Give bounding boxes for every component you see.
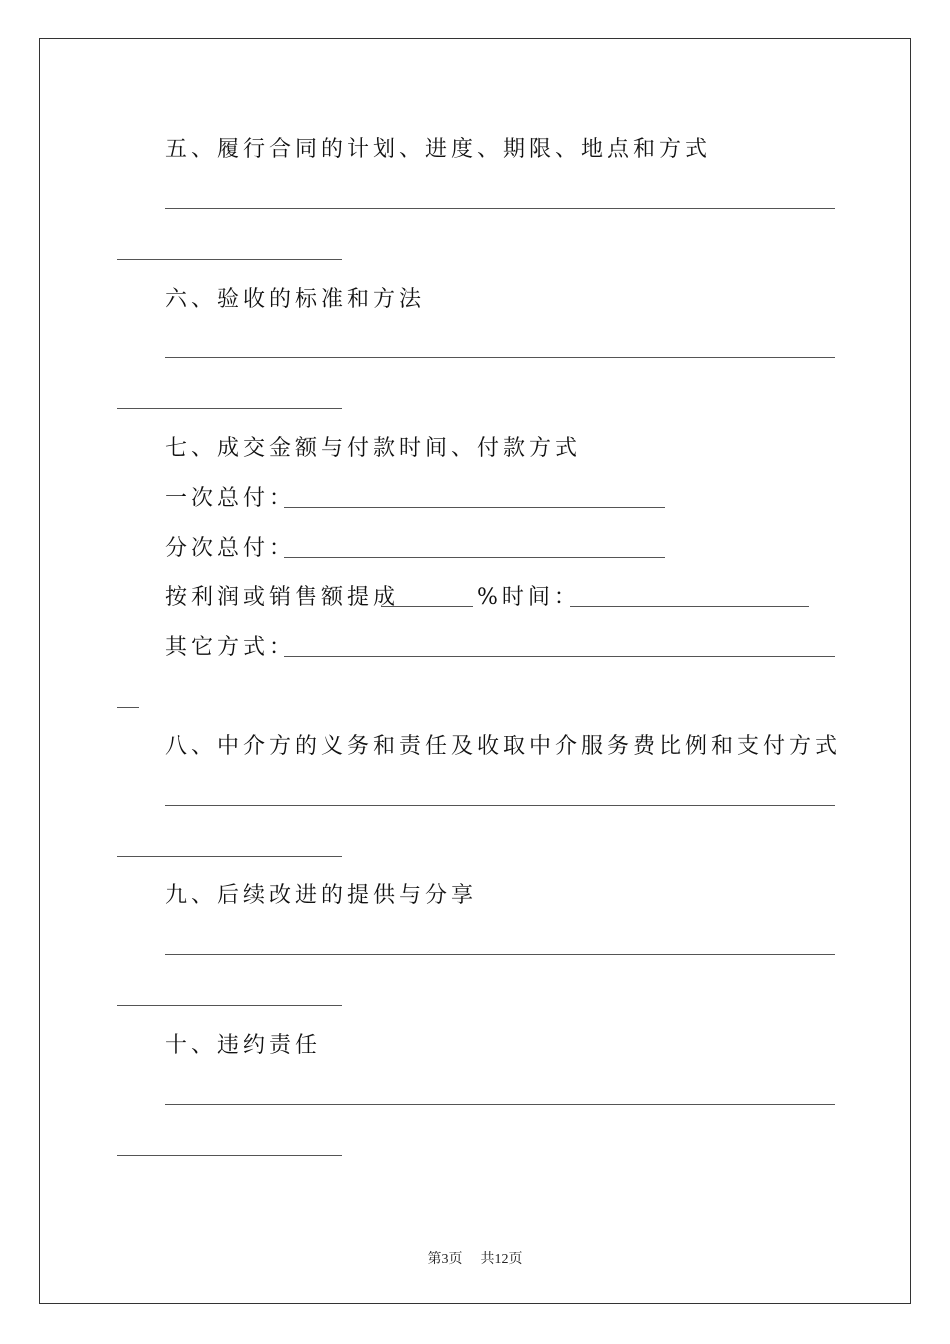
section-6-blank-line-2[interactable]: [117, 408, 342, 409]
section-9-blank-line-1[interactable]: [165, 954, 835, 955]
page-footer: [0, 1248, 950, 1268]
commission-label: 按利润或销售额提成: [165, 585, 400, 610]
section-5-blank-line-1[interactable]: [165, 208, 835, 209]
section-6-heading: 六、验收的标准和方法: [165, 287, 426, 312]
section-7-heading: 七、成交金额与付款时间、付款方式: [165, 436, 582, 461]
installment-blank[interactable]: [284, 557, 665, 558]
other-method-blank-1[interactable]: [284, 656, 835, 657]
section-8-heading: 八、中介方的义务和责任及收取中介服务费比例和支付方式: [165, 734, 842, 759]
page-number: 第3页: [427, 1252, 463, 1267]
commission-percent-blank[interactable]: [381, 606, 473, 607]
lump-sum-label: 一次总付：: [165, 486, 296, 511]
page-total: 共12页: [480, 1252, 523, 1267]
percent-time-label: %时间：: [477, 585, 580, 610]
section-6-blank-line-1[interactable]: [165, 357, 835, 358]
section-9-heading: 九、后续改进的提供与分享: [165, 883, 478, 908]
page-border: [39, 38, 911, 1304]
section-9-blank-line-2[interactable]: [117, 1005, 342, 1006]
section-5-blank-line-2[interactable]: [117, 259, 342, 260]
lump-sum-blank[interactable]: [284, 507, 665, 508]
section-5-heading: 五、履行合同的计划、进度、期限、地点和方式: [165, 137, 712, 162]
installment-label: 分次总付：: [165, 536, 296, 561]
other-method-label: 其它方式：: [165, 635, 296, 660]
section-8-blank-line-2[interactable]: [117, 856, 342, 857]
commission-time-blank[interactable]: [570, 606, 809, 607]
section-10-blank-line-1[interactable]: [165, 1104, 835, 1105]
section-10-heading: 十、违约责任: [165, 1033, 322, 1058]
section-10-blank-line-2[interactable]: [117, 1155, 342, 1156]
other-method-blank-2[interactable]: [117, 707, 139, 708]
section-8-blank-line-1[interactable]: [165, 805, 835, 806]
